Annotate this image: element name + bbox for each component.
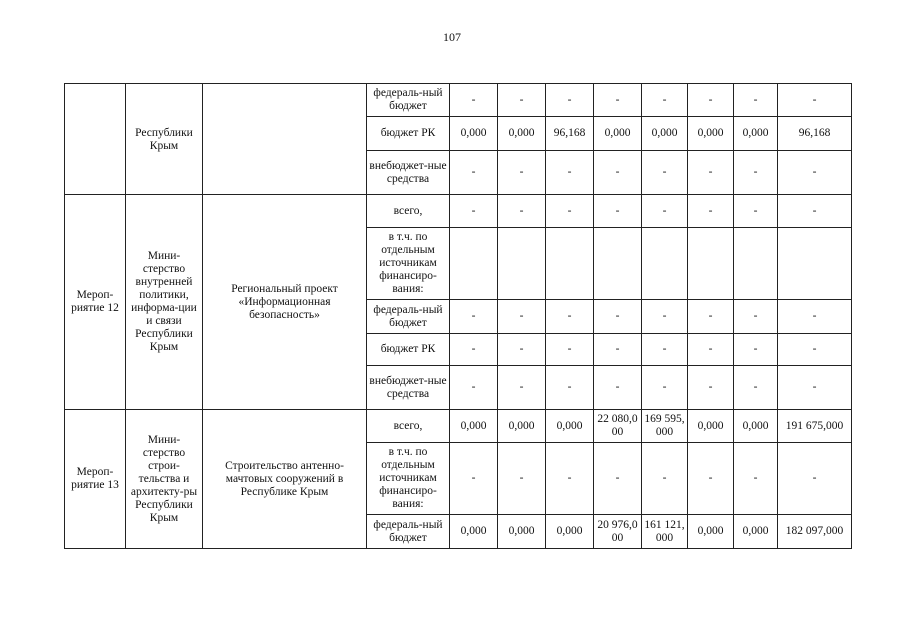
value-cell: - [688,84,734,117]
value-cell: 0,000 [498,410,546,443]
value-cell: - [546,195,594,228]
table-body [65,84,852,549]
value-cell: - [594,334,642,366]
value-cell: - [642,300,688,334]
value-cell: - [546,443,594,515]
value-cell [734,228,778,300]
project-name-cell: Строительство антенно-мачтовых сооружений в Республике Крым [203,410,367,549]
value-cell: - [546,300,594,334]
executor-cell: Мини-стерство строи-тельства и архитекту-ры Республики Крым [126,410,203,549]
table-row [65,195,852,228]
table-row [65,410,852,443]
value-cell: - [450,443,498,515]
value-cell: - [734,195,778,228]
value-cell: - [778,151,852,195]
value-cell: 169 595,000 [642,410,688,443]
value-cell: 0,000 [688,515,734,549]
project-name-cell [203,84,367,195]
value-cell: - [546,334,594,366]
value-cell: - [498,334,546,366]
funding-source-cell: всего, [367,195,450,228]
value-cell: 0,000 [498,515,546,549]
value-cell: - [688,366,734,410]
funding-source-cell: федераль-ный бюджет [367,515,450,549]
funding-source-cell: в т.ч. по отдельным источникам финансиро-вания: [367,443,450,515]
value-cell: - [642,443,688,515]
budget-table [64,83,852,549]
value-cell: 0,000 [594,117,642,151]
value-cell: 96,168 [778,117,852,151]
value-cell: - [734,84,778,117]
value-cell: 161 121,000 [642,515,688,549]
value-cell: - [688,334,734,366]
value-cell: - [594,151,642,195]
value-cell: - [778,366,852,410]
funding-source-cell: всего, [367,410,450,443]
value-cell: 20 976,000 [594,515,642,549]
value-cell: - [594,300,642,334]
value-cell: - [594,195,642,228]
value-cell: - [688,300,734,334]
value-cell: 182 097,000 [778,515,852,549]
value-cell: - [688,443,734,515]
funding-source-cell: в т.ч. по отдельным источникам финансиро-вания: [367,228,450,300]
funding-source-cell: внебюджет-ные средства [367,151,450,195]
funding-source-cell: федераль-ный бюджет [367,84,450,117]
value-cell: - [498,151,546,195]
value-cell: - [642,84,688,117]
value-cell: - [642,195,688,228]
value-cell: 22 080,000 [594,410,642,443]
value-cell: - [546,151,594,195]
value-cell: - [688,195,734,228]
value-cell: 0,000 [734,515,778,549]
value-cell: - [778,334,852,366]
value-cell: - [734,300,778,334]
value-cell: - [594,443,642,515]
value-cell: 0,000 [734,117,778,151]
project-name-cell: Региональный проект «Информационная безопасность» [203,195,367,410]
value-cell: 0,000 [734,410,778,443]
value-cell: - [778,443,852,515]
value-cell: - [498,443,546,515]
value-cell: 0,000 [642,117,688,151]
value-cell: - [594,84,642,117]
value-cell [594,228,642,300]
event-cell: Мероп-риятие 13 [65,410,126,549]
value-cell: - [642,366,688,410]
value-cell [642,228,688,300]
event-cell [65,84,126,195]
value-cell: - [450,195,498,228]
value-cell: - [450,84,498,117]
value-cell: - [642,151,688,195]
value-cell: - [546,84,594,117]
value-cell: - [734,334,778,366]
value-cell: - [594,366,642,410]
value-cell: 0,000 [498,117,546,151]
executor-cell: Мини-стерство внутренней политики, информа-ции и связи Республики Крым [126,195,203,410]
funding-source-cell: внебюджет-ные средства [367,366,450,410]
value-cell: - [778,84,852,117]
value-cell: - [778,300,852,334]
value-cell: 0,000 [450,410,498,443]
value-cell: - [450,366,498,410]
value-cell [546,228,594,300]
value-cell: - [450,151,498,195]
value-cell: - [450,300,498,334]
value-cell [778,228,852,300]
funding-source-cell: бюджет РК [367,117,450,151]
value-cell: - [778,195,852,228]
value-cell: - [450,334,498,366]
funding-source-cell: федераль-ный бюджет [367,300,450,334]
event-cell: Мероп-риятие 12 [65,195,126,410]
value-cell: 0,000 [450,117,498,151]
value-cell: - [734,443,778,515]
value-cell: - [498,84,546,117]
value-cell: 0,000 [688,117,734,151]
value-cell: 0,000 [546,515,594,549]
value-cell: - [546,366,594,410]
funding-source-cell: бюджет РК [367,334,450,366]
value-cell [450,228,498,300]
value-cell: - [734,151,778,195]
value-cell: 191 675,000 [778,410,852,443]
page-number: 107 [443,30,461,44]
table-row [65,84,852,117]
value-cell [688,228,734,300]
value-cell: 0,000 [688,410,734,443]
value-cell: 0,000 [450,515,498,549]
value-cell: - [498,195,546,228]
value-cell: - [642,334,688,366]
executor-cell: Республики Крым [126,84,203,195]
value-cell: - [498,300,546,334]
value-cell [498,228,546,300]
value-cell: 0,000 [546,410,594,443]
value-cell: - [498,366,546,410]
value-cell: - [734,366,778,410]
value-cell: - [688,151,734,195]
value-cell: 96,168 [546,117,594,151]
